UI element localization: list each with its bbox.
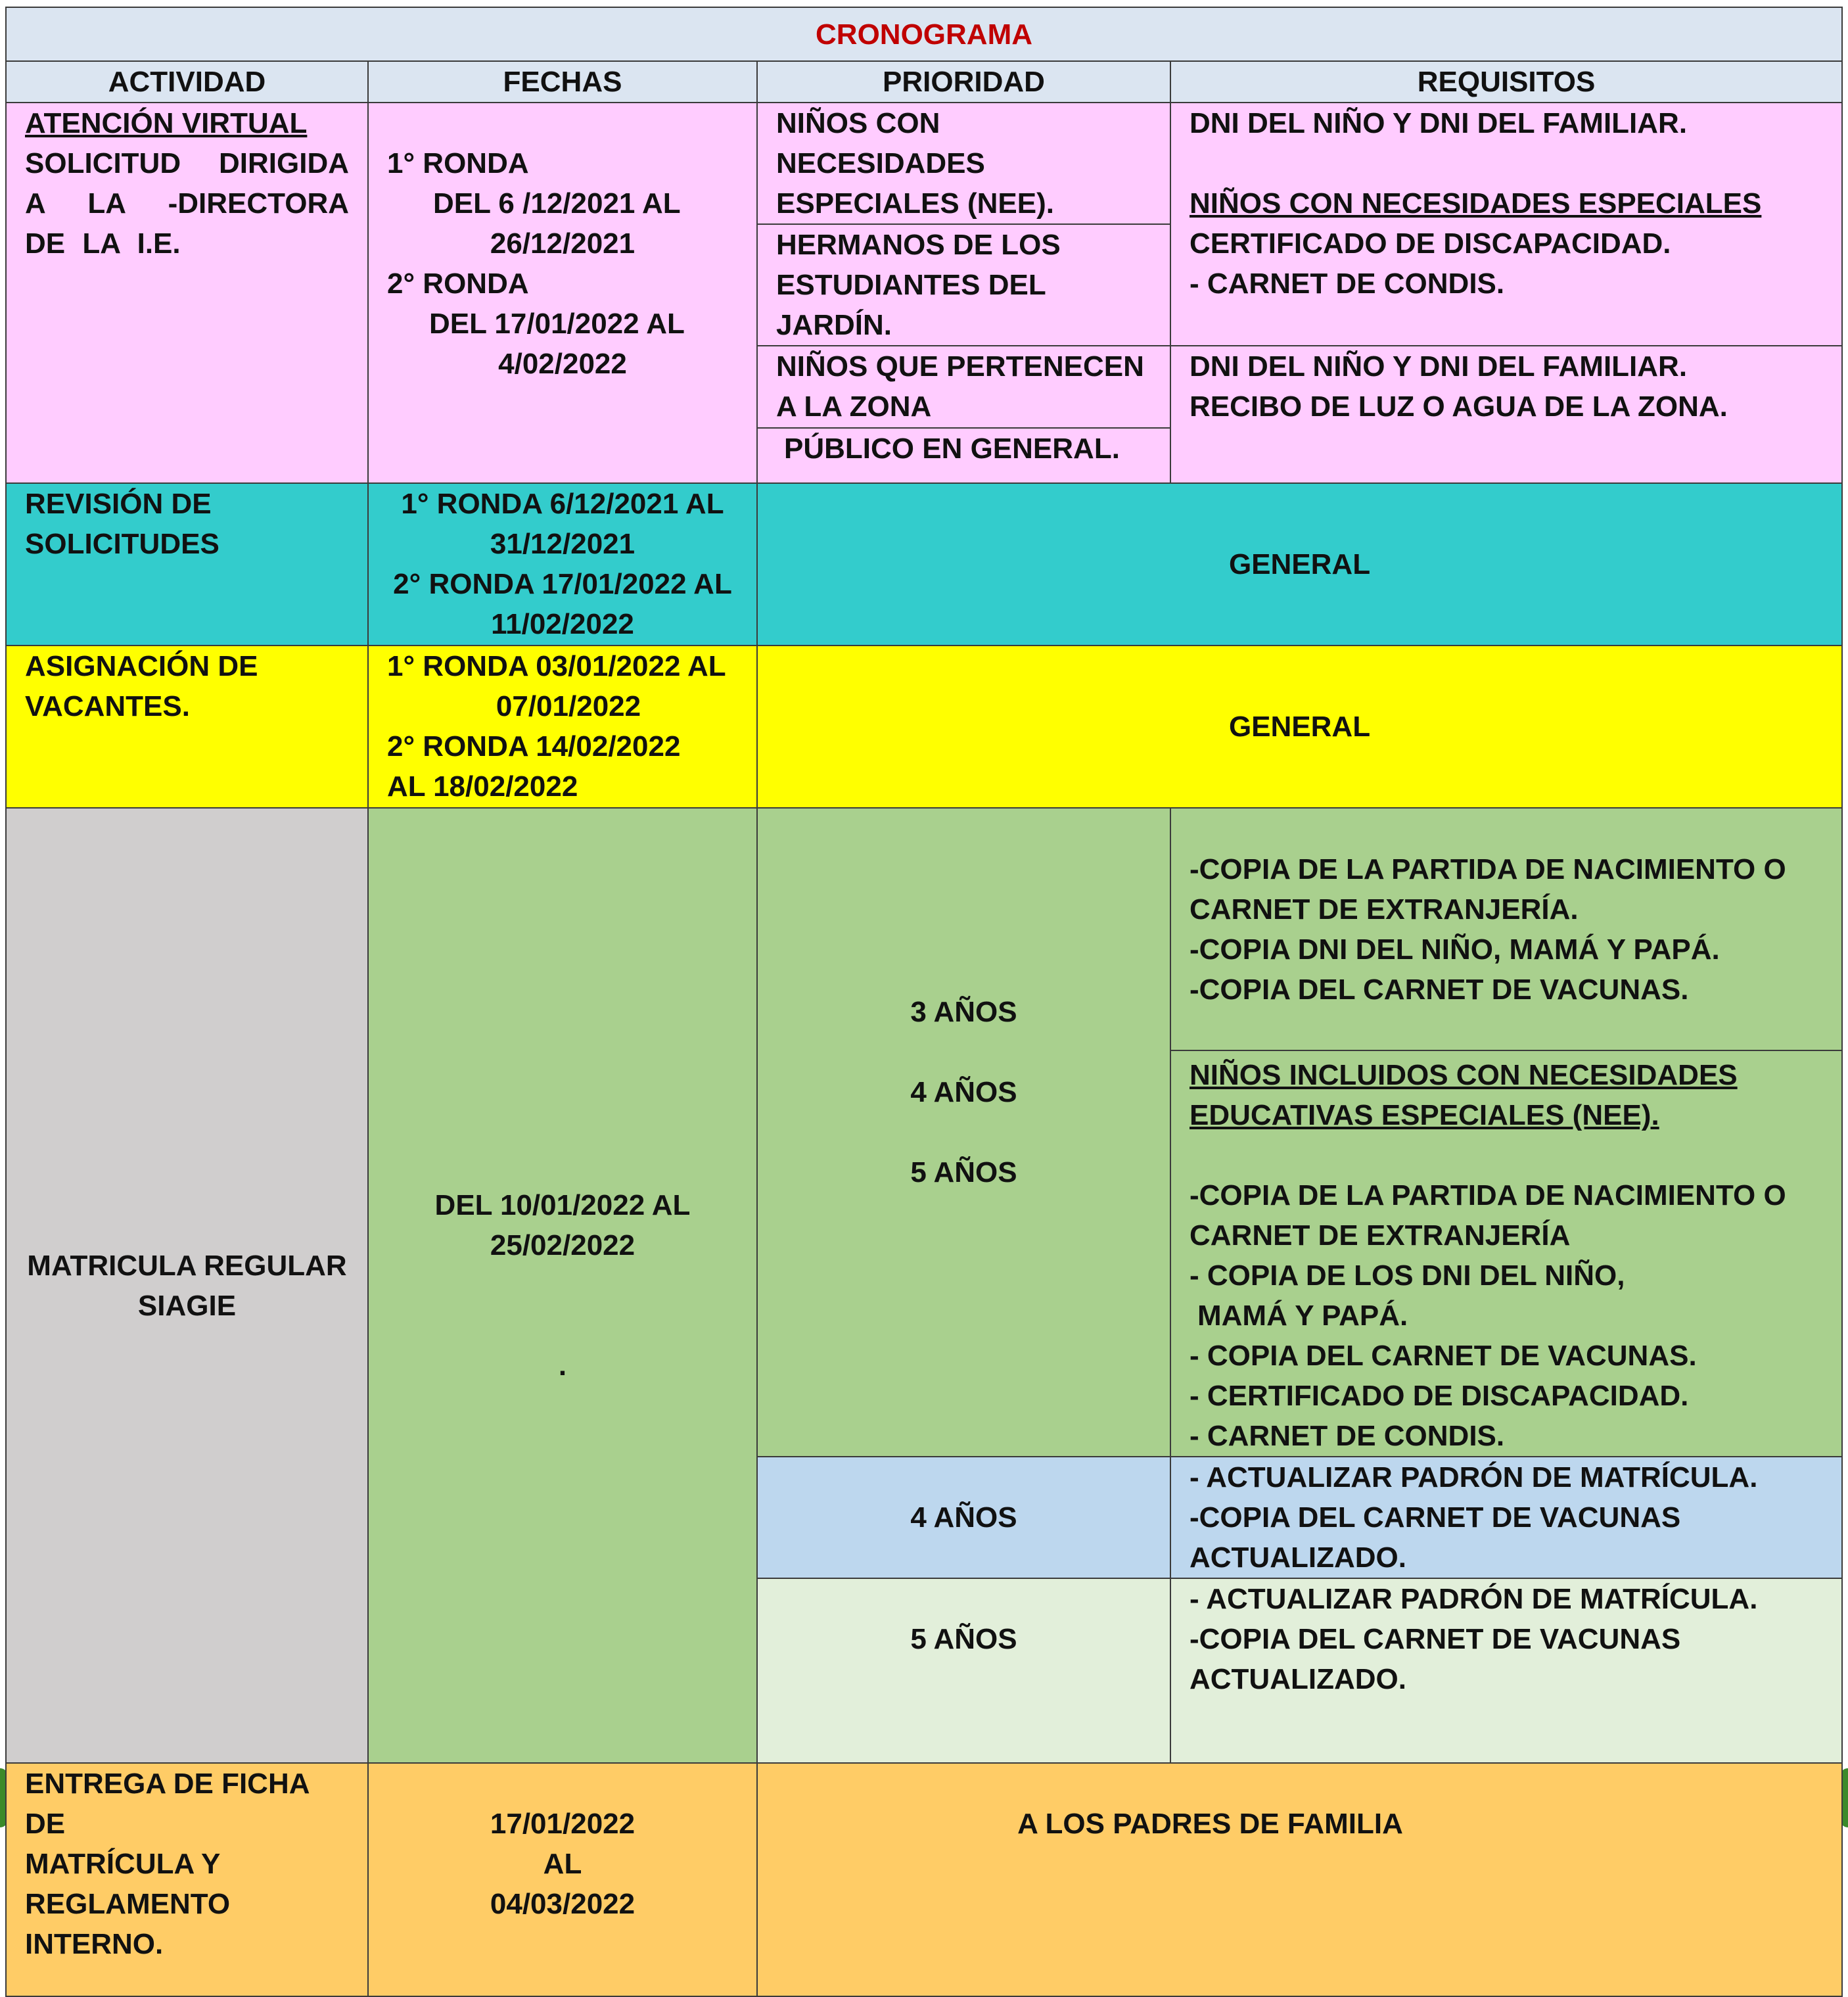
matricula-fecha-l1: DEL 10/01/2022 AL xyxy=(434,1189,691,1221)
atencion-r2-l1: DEL 17/01/2022 AL xyxy=(429,308,685,340)
table-row-matricula xyxy=(6,808,1842,1050)
prioridad-publico: PÚBLICO EN GENERAL. xyxy=(757,428,1170,483)
revision-actividad: REVISIÓN DE SOLICITUDES xyxy=(6,483,368,646)
cell-fechas-matricula xyxy=(368,808,757,1763)
header-row xyxy=(6,61,1842,103)
cell-fechas-asignacion xyxy=(368,646,757,808)
cell-fechas-entrega xyxy=(368,1763,757,1996)
prioridad-hermanos: HERMANOS DE LOS ESTUDIANTES DEL JARDÍN. xyxy=(757,224,1170,346)
req-nee-2: - CARNET DE CONDIS. xyxy=(1190,268,1505,300)
req-4-2: -COPIA DEL CARNET DE VACUNAS xyxy=(1190,1501,1681,1534)
req-nee-1: CERTIFICADO DE DISCAPACIDAD. xyxy=(1190,227,1671,260)
cell-requisitos-nee xyxy=(1170,103,1842,346)
req-4-3: ACTUALIZADO. xyxy=(1190,1541,1406,1574)
asignacion-detalle: GENERAL xyxy=(757,646,1842,808)
req-zona-2: RECIBO DE LUZ O AGUA DE LA ZONA. xyxy=(1190,390,1728,423)
entrega-l3: REGLAMENTO xyxy=(25,1888,231,1920)
cell-actividad-entrega xyxy=(6,1763,368,1996)
matricula-l1: MATRICULA REGULAR xyxy=(27,1249,347,1282)
prioridad-5-anos-actualizar: 5 AÑOS xyxy=(757,1578,1170,1763)
header-requisitos: REQUISITOS xyxy=(1170,61,1842,103)
atencion-r1-l1: DEL 6 /12/2021 AL xyxy=(433,187,681,220)
entrega-l2: MATRÍCULA Y xyxy=(25,1848,221,1880)
atencion-title: ATENCIÓN VIRTUAL xyxy=(25,107,308,139)
asignacion-l2: 07/01/2022 xyxy=(496,690,641,722)
cell-requisitos-5-anos xyxy=(1170,1578,1842,1763)
revision-l2: 31/12/2021 xyxy=(490,528,635,560)
prioridad-4-anos-actualizar: 4 AÑOS xyxy=(757,1457,1170,1578)
prioridad-5-anos: 5 AÑOS xyxy=(910,1156,1017,1188)
table-row-entrega xyxy=(6,1763,1842,1996)
header-prioridad: PRIORIDAD xyxy=(757,61,1170,103)
table-row-revision xyxy=(6,483,1842,646)
prioridad-4-anos: 4 AÑOS xyxy=(910,1076,1017,1108)
entrega-fecha-l3: 04/03/2022 xyxy=(490,1888,635,1920)
matricula-fecha-l2: 25/02/2022 xyxy=(490,1229,635,1261)
req-a-3: -COPIA DNI DEL NIÑO, MAMÁ Y PAPÁ. xyxy=(1190,933,1720,966)
cell-actividad-atencion xyxy=(6,103,368,483)
atencion-r1-l2: 26/12/2021 xyxy=(490,227,635,260)
atencion-r2-label: 2° RONDA xyxy=(387,268,529,300)
atencion-r1-label: 1° RONDA xyxy=(387,147,529,179)
req-5-2: -COPIA DEL CARNET DE VACUNAS xyxy=(1190,1623,1681,1655)
table-row-atencion xyxy=(6,103,1842,224)
prioridad-zona: NIÑOS QUE PERTENECEN A LA ZONA xyxy=(757,346,1170,428)
atencion-r2-l2: 4/02/2022 xyxy=(498,348,627,380)
cell-prioridad-edades xyxy=(757,808,1170,1457)
req-nee-title: NIÑOS CON NECESIDADES ESPECIALES xyxy=(1190,187,1762,220)
req-b-4: MAMÁ Y PAPÁ. xyxy=(1197,1300,1408,1332)
req-b-title-1: NIÑOS INCLUIDOS CON NECESIDADES xyxy=(1190,1059,1738,1091)
req-b-1: -COPIA DE LA PARTIDA DE NACIMIENTO O xyxy=(1190,1179,1786,1211)
entrega-l4: INTERNO. xyxy=(25,1928,164,1960)
req-b-5: - COPIA DEL CARNET DE VACUNAS. xyxy=(1190,1340,1697,1372)
cell-requisitos-nee-matricula xyxy=(1170,1050,1842,1457)
asignacion-actividad: ASIGNACIÓN DE VACANTES. xyxy=(6,646,368,808)
revision-l1: 1° RONDA 6/12/2021 AL xyxy=(401,488,724,520)
prioridad-nee: NIÑOS CON NECESIDADES ESPECIALES (NEE). xyxy=(757,103,1170,224)
header-actividad: ACTIVIDAD xyxy=(6,61,368,103)
req-4-1: - ACTUALIZAR PADRÓN DE MATRÍCULA. xyxy=(1190,1461,1758,1493)
asignacion-l3: 2° RONDA 14/02/2022 xyxy=(387,730,681,763)
req-zona-1: DNI DEL NIÑO Y DNI DEL FAMILIAR. xyxy=(1190,350,1688,383)
req-b-7: - CARNET DE CONDIS. xyxy=(1190,1420,1505,1452)
entrega-detalle: A LOS PADRES DE FAMILIA xyxy=(757,1763,1842,1996)
cell-requisitos-general xyxy=(1170,808,1842,1050)
req-b-3: - COPIA DE LOS DNI DEL NIÑO, xyxy=(1190,1259,1625,1292)
asignacion-l4: AL 18/02/2022 xyxy=(387,770,578,803)
cell-fechas-atencion xyxy=(368,103,757,483)
prioridad-3-anos: 3 AÑOS xyxy=(910,996,1017,1028)
req-b-6: - CERTIFICADO DE DISCAPACIDAD. xyxy=(1190,1380,1689,1412)
table-title: CRONOGRAMA xyxy=(6,7,1842,61)
req-a-2: CARNET DE EXTRANJERÍA. xyxy=(1190,893,1579,926)
cell-requisitos-4-anos xyxy=(1170,1457,1842,1578)
entrega-fecha-l2: AL xyxy=(543,1848,582,1880)
cell-fechas-revision xyxy=(368,483,757,646)
req-5-3: ACTUALIZADO. xyxy=(1190,1663,1406,1695)
req-a-4: -COPIA DEL CARNET DE VACUNAS. xyxy=(1190,973,1689,1006)
cronograma-table xyxy=(5,7,1843,1997)
table-row-asignacion xyxy=(6,646,1842,808)
header-fechas: FECHAS xyxy=(368,61,757,103)
req-5-1: - ACTUALIZAR PADRÓN DE MATRÍCULA. xyxy=(1190,1583,1758,1615)
cell-actividad-matricula xyxy=(6,808,368,1763)
matricula-l2: SIAGIE xyxy=(137,1289,237,1322)
req-a-1: -COPIA DE LA PARTIDA DE NACIMIENTO O xyxy=(1190,853,1786,885)
asignacion-l1: 1° RONDA 03/01/2022 AL xyxy=(387,650,726,682)
cell-requisitos-zona xyxy=(1170,346,1842,483)
req-b-title-2: EDUCATIVAS ESPECIALES (NEE). xyxy=(1190,1099,1659,1131)
matricula-fecha-dot: . xyxy=(558,1350,567,1382)
revision-l3: 2° RONDA 17/01/2022 AL xyxy=(393,568,732,600)
revision-detalle: GENERAL xyxy=(757,483,1842,646)
entrega-l1: ENTREGA DE FICHA DE xyxy=(25,1768,309,1840)
atencion-text: SOLICITUD DIRIGIDA A LA -DIRECTORA DE LA I.E. xyxy=(25,147,349,260)
req-b-2: CARNET DE EXTRANJERÍA xyxy=(1190,1219,1571,1252)
entrega-fecha-l1: 17/01/2022 xyxy=(490,1808,635,1840)
req-dni: DNI DEL NIÑO Y DNI DEL FAMILIAR. xyxy=(1190,107,1688,139)
revision-l4: 11/02/2022 xyxy=(491,608,634,640)
